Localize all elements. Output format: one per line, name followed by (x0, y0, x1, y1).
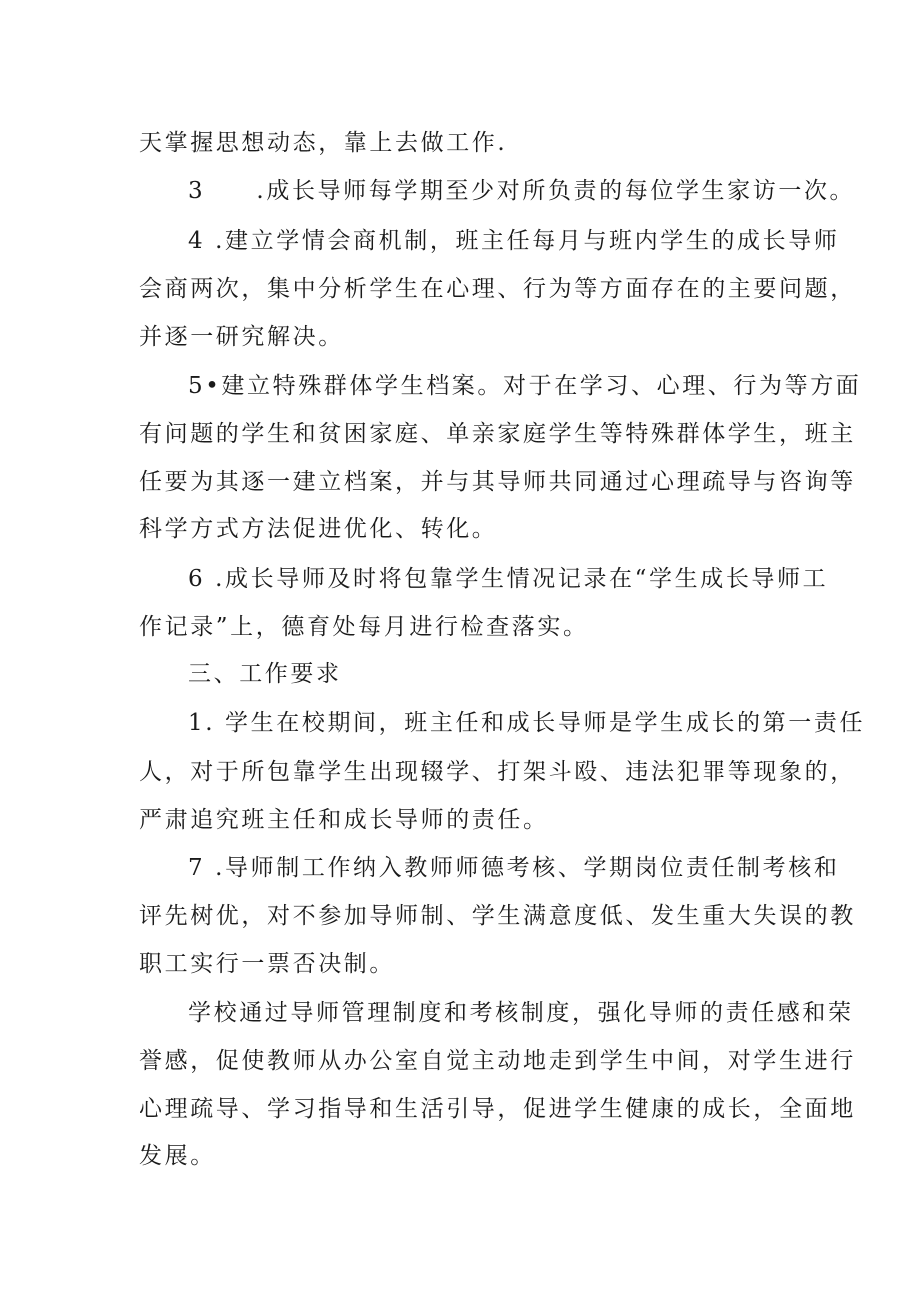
text-line: 3 .成长导师每学期至少对所负责的每位学生家访一次。 (188, 178, 856, 204)
text-line: 任要为其逐一建立档案，并与其导师共同通过心理疏导与咨询等 (139, 469, 856, 495)
text-line: 5•建立特殊群体学生档案。对于在学习、心理、行为等方面 (188, 373, 862, 399)
text-line: 1. 学生在校期间，班主任和成长导师是学生成长的第一责任 (188, 710, 866, 736)
text-line: 会商两次，集中分析学生在心理、行为等方面存在的主要问题， (139, 276, 856, 302)
text-line: 有问题的学生和贫困家庭、单亲家庭学生等特殊群体学生，班主 (139, 421, 856, 447)
text-line: 并逐一研究解决。 (139, 324, 344, 350)
text-line: 严肃追究班主任和成长导师的责任。 (139, 807, 549, 833)
text-line: 学校通过导师管理制度和考核制度，强化导师的责任感和荣 (188, 1000, 854, 1026)
text-line: 4 .建立学情会商机制，班主任每月与班内学生的成长导师 (188, 228, 840, 254)
text-line: 作记录”上，德育处每月进行检查落实。 (139, 614, 589, 640)
text-line: 6 .成长导师及时将包靠学生情况记录在“学生成长导师工 (188, 566, 829, 592)
text-line: 发展。 (139, 1143, 216, 1169)
text-line: 天掌握思想动态，靠上去做工作. (139, 130, 508, 156)
text-line: 职工实行一票否决制。 (139, 951, 395, 977)
text-line: 心理疏导、学习指导和生活引导，促进学生健康的成长，全面地 (139, 1096, 856, 1122)
text-line: 誉感，促使教师从办公室自觉主动地走到学生中间，对学生进行 (139, 1048, 856, 1074)
text-line: 人，对于所包靠学生出现辍学、打架斗殴、违法犯罪等现象的， (139, 759, 856, 785)
text-line: 科学方式方法促进优化、转化。 (139, 516, 498, 542)
text-line: 评先树优，对不参加导师制、学生满意度低、发生重大失误的教 (139, 903, 856, 929)
text-line: 7 .导师制工作纳入教师师德考核、学期岗位责任制考核和 (188, 855, 840, 881)
section-heading: 三、工作要求 (188, 661, 342, 687)
